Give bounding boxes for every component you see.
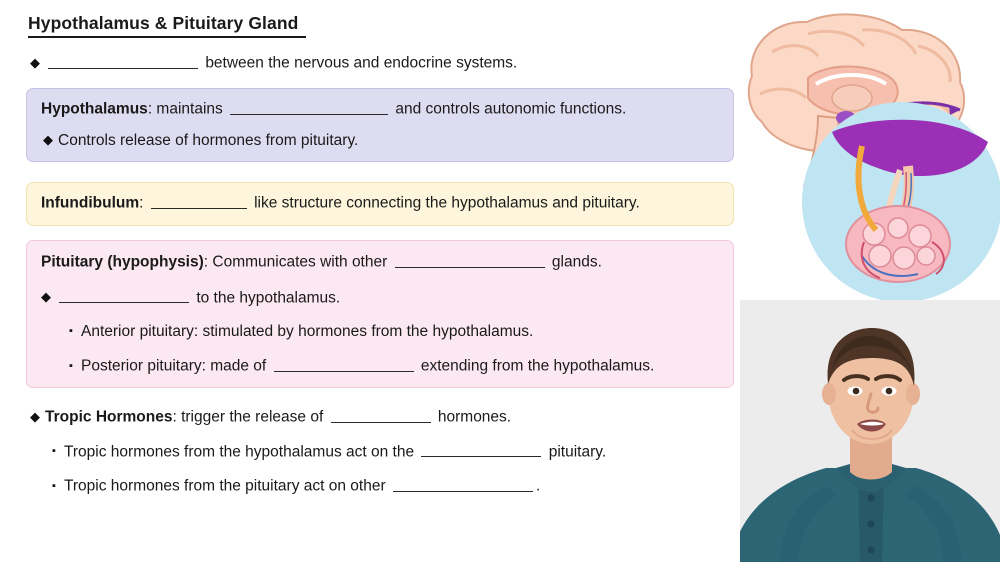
square-bullet-icon: ▪ xyxy=(52,480,56,492)
hypothalamus-sub-text: Controls release of hormones from pituitary. xyxy=(58,131,359,149)
fill-blank xyxy=(48,53,198,69)
page-title: Hypothalamus & Pituitary Gland xyxy=(28,13,306,38)
tropic-hormones-block xyxy=(30,407,730,498)
diamond-bullet-icon: ◆ xyxy=(41,289,51,305)
tropic-line-3 xyxy=(30,476,730,498)
pituitary-line-3 xyxy=(41,322,719,343)
hypothalamus-line-1 xyxy=(41,99,719,121)
hypothalamus-label: Hypothalamus xyxy=(41,100,148,118)
tropic-pre: : trigger the release of xyxy=(172,408,324,426)
anterior-pituitary-text: Anterior pituitary: stimulated by hormones from the hypothalamus. xyxy=(81,323,534,341)
pituitary-label: Pituitary (hypophysis) xyxy=(41,253,204,271)
intro-line xyxy=(30,53,517,75)
diamond-bullet-icon: ◆ xyxy=(30,408,40,424)
hypothalamus-line-2 xyxy=(41,131,719,152)
fill-blank xyxy=(151,193,247,209)
tropic-line3-post: . xyxy=(535,478,541,495)
square-bullet-icon: ▪ xyxy=(69,359,73,372)
tropic-post: hormones. xyxy=(437,408,512,426)
pituitary-line-1 xyxy=(41,252,719,274)
tropic-line2-post: pituitary. xyxy=(548,443,607,461)
square-bullet-icon: ▪ xyxy=(52,445,56,458)
square-bullet-icon: ▪ xyxy=(69,325,73,338)
pituitary-line-4 xyxy=(41,356,719,378)
hypothalamus-pre: : maintains xyxy=(147,100,223,118)
infundibulum-pre: : xyxy=(139,194,144,212)
tropic-line2-pre: Tropic hormones from the hypothalamus act on the xyxy=(64,443,415,461)
fill-blank xyxy=(395,252,545,268)
diamond-bullet-icon: ◆ xyxy=(43,131,53,147)
intro-text: between the nervous and endocrine systems. xyxy=(205,54,518,72)
infundibulum-box xyxy=(26,182,734,226)
tropic-line-2 xyxy=(30,442,730,464)
tropic-line-1 xyxy=(30,407,730,429)
hypothalamus-post: and controls autonomic functions. xyxy=(395,100,627,118)
posterior-pituitary-post: extending from the hypothalamus. xyxy=(420,357,655,375)
fill-blank xyxy=(421,442,541,458)
infundibulum-label: Infundibulum xyxy=(41,194,140,212)
infundibulum-post: like structure connecting the hypothalamus and pituitary. xyxy=(254,194,640,212)
tropic-line3-pre: Tropic hormones from the pituitary act on other xyxy=(64,478,386,495)
fill-blank xyxy=(331,407,431,423)
tropic-label: Tropic Hormones xyxy=(45,408,173,426)
diamond-bullet-icon: ◆ xyxy=(30,54,40,70)
fill-blank xyxy=(274,356,414,372)
pituitary-box xyxy=(26,240,734,388)
hypothalamus-box xyxy=(26,88,734,162)
instructor-video[interactable] xyxy=(740,300,1000,562)
fill-blank xyxy=(230,99,388,115)
anatomy-illustration xyxy=(712,6,1000,326)
fill-blank xyxy=(59,288,189,304)
fill-blank xyxy=(393,476,533,492)
pituitary-post: glands. xyxy=(551,253,602,271)
media-column xyxy=(732,0,1000,562)
pituitary-pre: : Communicates with other xyxy=(203,253,388,271)
pituitary-line2-text: to the hypothalamus. xyxy=(196,289,341,307)
posterior-pituitary-pre: Posterior pituitary: made of xyxy=(81,357,267,375)
infundibulum-line-1 xyxy=(41,193,719,215)
pituitary-line-2 xyxy=(41,288,719,310)
